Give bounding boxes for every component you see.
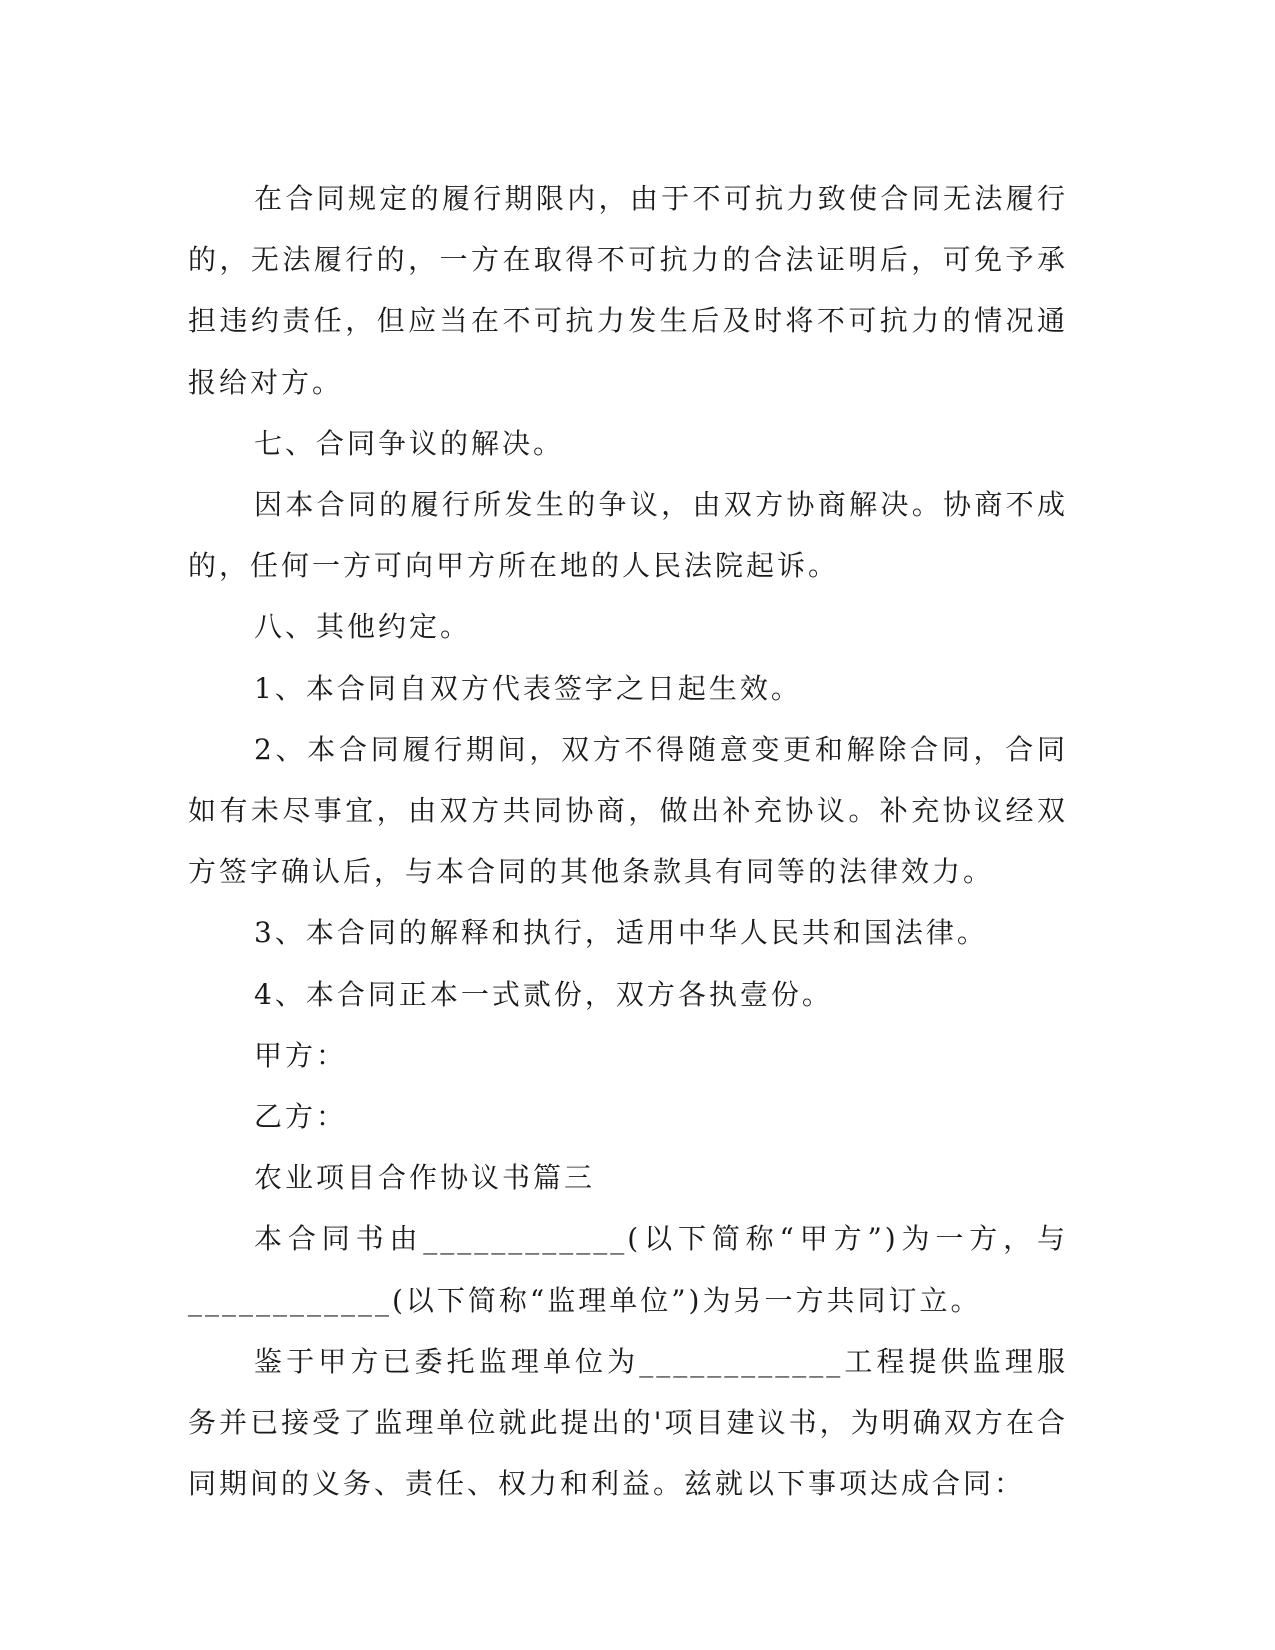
paragraph-force-majeure: 在合同规定的履行期限内，由于不可抗力致使合同无法履行的，无法履行的，一方在取得不可抗力的合法证明后，可免予承担违约责任，但应当在不可抗力发生后及时将不可抗力的情况通报给对方。	[188, 182, 1068, 399]
signature-party-b: 乙方：	[254, 1100, 348, 1134]
document-subtitle: 农业项目合作协议书篇三	[254, 1161, 596, 1195]
paragraph-whereas: 鉴于甲方已委托监理单位为____________工程提供监理服务并已接受了监理单位就此提出的'项目建议书，为明确双方在合同期间的义务、责任、权力和利益。兹就以下事项达成合同：	[188, 1344, 1068, 1501]
paragraph-contract-parties: 本合同书由____________(以下简称“甲方”)为一方，与____________(以下简称“监理单位”)为另一方共同订立。	[188, 1222, 1068, 1317]
clause-1-effective-date: 1、本合同自双方代表签字之日起生效。	[254, 671, 802, 705]
clause-3-governing-law: 3、本合同的解释和执行，适用中华人民共和国法律。	[254, 916, 988, 950]
clause-4-copies: 4、本合同正本一式贰份，双方各执壹份。	[254, 977, 833, 1011]
section-heading-other-terms: 八、其他约定。	[254, 610, 472, 644]
document-body	[188, 168, 1068, 1514]
clause-2-amendments: 2、本合同履行期间，双方不得随意变更和解除合同，合同如有未尽事宜，由双方共同协商，做出补充协议。补充协议经双方签字确认后，与本合同的其他条款具有同等的法律效力。	[188, 732, 1068, 889]
paragraph-dispute-resolution: 因本合同的履行所发生的争议，由双方协商解决。协商不成的，任何一方可向甲方所在地的人民法院起诉。	[188, 488, 1068, 583]
signature-party-a: 甲方：	[254, 1038, 348, 1072]
section-heading-dispute-resolution: 七、合同争议的解决。	[254, 426, 565, 460]
